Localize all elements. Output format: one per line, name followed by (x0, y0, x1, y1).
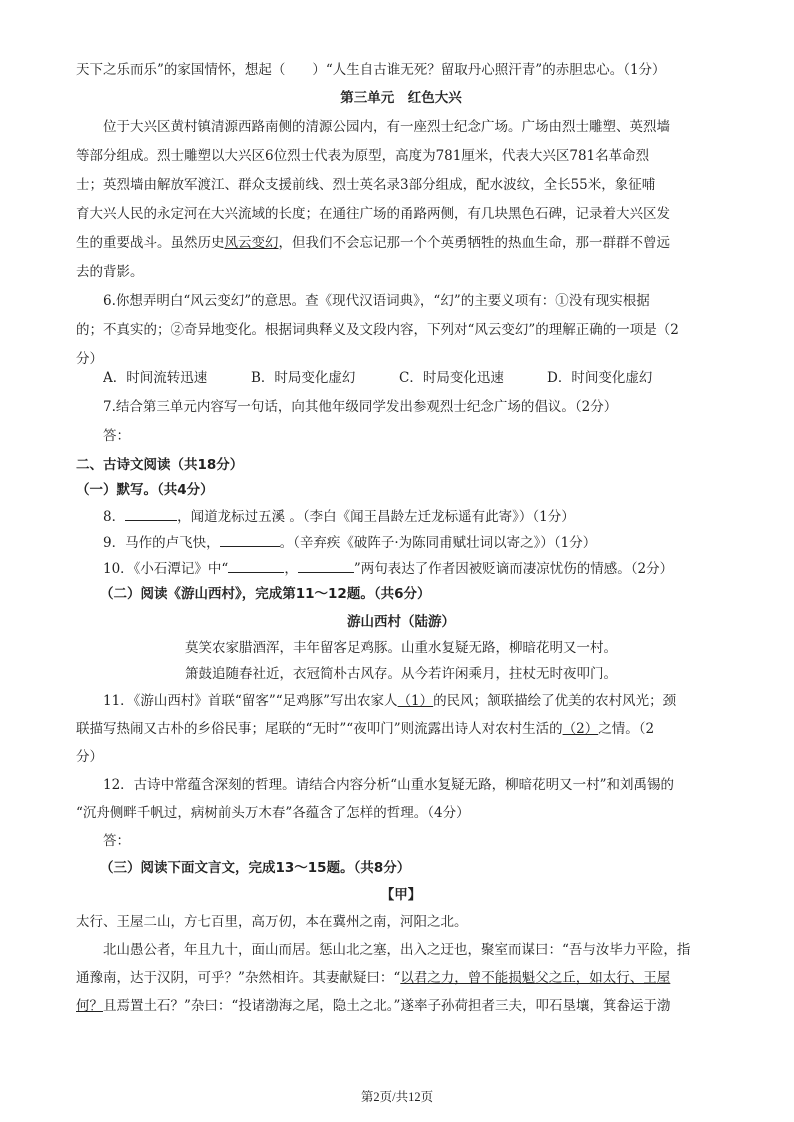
classical-text: 且焉置土石？”杂曰：“投诸渤海之尾，隐土之北。”遂率子孙荷担者三夫，叩石垦壤，箕畚运于渤 (103, 998, 671, 1014)
options-row (103, 368, 726, 388)
poem-line: 箫鼓追随春社近，衣冠简朴古风存。从今若许闲乘月，拄杖无时夜叩门。 (185, 666, 617, 682)
poem-title: 游山西村（陆游） (347, 614, 455, 630)
question-8 (103, 506, 726, 527)
passage-line: 位于大兴区黄村镇清源西路南侧的清源公园内，有一座烈士纪念广场。广场由烈士雕塑、英烈墙 (103, 119, 670, 135)
question-text: ，闻道龙标过五溪 。（李白《闻王昌龄左迁龙标遥有此寄》）（1分） (177, 509, 575, 525)
section-2-heading: 二、古诗文阅读（共18分） (76, 457, 244, 473)
question-text: 的民风；颔联描绘了优美的农村风光；颈 (433, 693, 677, 709)
underlined-sentence: 以君之力，曾不能损魁父之丘，如太行、王屋 (400, 970, 671, 986)
underlined-phrase: 风云变幻 (224, 235, 279, 251)
option-d: D．时间变化虚幻 (547, 370, 653, 386)
option-a: A．时间流转迅速 (103, 370, 208, 386)
classical-line: 太行、王屋二山，方七百里，高万仞，本在冀州之南，河阳之北。 (76, 914, 468, 930)
subsection-1-heading: （一）默写。（共4分） (76, 482, 214, 498)
page-footer: 第2页/共12页 (360, 1090, 434, 1104)
subsection-2-heading: （二）阅读《游山西村》，完成第11～12题。（共6分） (100, 586, 431, 602)
unit3-heading: 第三单元 红色大兴 (340, 90, 462, 106)
question-text: 。（辛弃疾《破阵子·为陈同甫赋壮词以寄之》）（1分） (279, 535, 597, 551)
passage-text: 生的重要战斗。虽然历史 (76, 235, 225, 251)
question-6-cont: 的；不真实的；②奇异地变化。根据词典释义及文段内容，下列对“风云变幻”的理解正确的一项是（2 (76, 322, 679, 338)
fill-blank (298, 558, 354, 573)
classical-line (76, 996, 726, 1016)
passage-line: 育大兴人民的永定河在大兴流域的长度；在通往广场的甬路两侧，有几块黑色石碑，记录着大兴区发 (76, 206, 670, 222)
passage-line: 等部分组成。烈士雕塑以大兴区6位烈士代表为原型，高度为781厘米，代表大兴区781名革命烈 (76, 148, 650, 164)
passage-text: ，但我们不会忘记那一个个英勇牺牲的热血生命，那一群群不曾远 (278, 235, 670, 251)
passage-jia-label: 【甲】 (380, 887, 422, 903)
text-line: 天下之乐而乐”的家国情怀，想起（ ）“人生自古谁无死？留取丹心照汗青”的赤胆忠心。（1分） (76, 62, 666, 78)
fill-blank (125, 506, 177, 521)
answer-label: 答： (103, 833, 130, 849)
question-12-cont: “沉舟侧畔千帆过，病树前头万木春”各蕴含了怎样的哲理。（4分） (76, 805, 470, 821)
underlined-sentence: 何？ (76, 998, 103, 1014)
question-text: 联描写热闹又古朴的乡俗民事；尾联的“无时”“夜叩门”则流露出诗人对农村生活的 (76, 721, 563, 737)
question-text: 9．马作的卢飞快， (103, 535, 220, 551)
fill-blank (220, 532, 280, 547)
classical-line (76, 968, 726, 988)
classical-line: 北山愚公者，年且九十，面山而居。惩山北之塞，出入之迂也，聚室而谋曰：“吾与汝毕力平险，指 (103, 942, 691, 958)
passage-line: 去的背影。 (76, 264, 144, 280)
question-12: 12．古诗中常蕴含深刻的哲理。请结合内容分析“山重水复疑无路，柳暗花明又一村”和刘禹锡的 (103, 777, 674, 793)
question-11-cont (76, 719, 726, 739)
passage-line (76, 233, 726, 253)
question-11 (103, 691, 726, 711)
blank-marker: （2） (562, 721, 599, 737)
question-text: 11．《游山西村》首联“留客”“足鸡豚”写出农家人 (103, 693, 398, 709)
question-text: ”两句表达了作者因被贬谪而凄凉忧伤的情感。（2分） (353, 561, 674, 577)
poem-line: 莫笑农家腊酒浑，丰年留客足鸡豚。山重水复疑无路，柳暗花明又一村。 (185, 640, 617, 656)
question-11-cont: 分） (76, 749, 103, 765)
option-b: B．时局变化虚幻 (251, 370, 356, 386)
answer-label: 答： (103, 428, 130, 444)
question-text: 之情。（2 (598, 721, 655, 737)
question-9 (103, 532, 726, 553)
passage-line: 士；英烈墙由解放军渡江、群众支援前线、烈士英名录3部分组成，配水波纹，全长55米，象征哺 (76, 177, 656, 193)
subsection-3-heading: （三）阅读下面文言文，完成13～15题。（共8分） (100, 860, 411, 876)
question-text: ， (284, 561, 298, 577)
question-10 (103, 558, 726, 579)
fill-blank (228, 558, 284, 573)
option-c: C．时局变化迅速 (399, 370, 504, 386)
question-6-cont: 分） (76, 351, 103, 367)
question-text: 10．《小石潭记》中“ (103, 561, 229, 577)
question-number: 8． (103, 509, 126, 525)
classical-text: 通豫南，达于汉阴，可乎？”杂然相许。其妻献疑曰：“ (76, 970, 401, 986)
blank-marker: （1） (397, 693, 434, 709)
question-6: 6.你想弄明白“风云变幻”的意思。查《现代汉语词典》，“幻”的主要义项有：①没有现实根据 (103, 293, 650, 309)
question-7: 7.结合第三单元内容写一句话，向其他年级同学发出参观烈士纪念广场的倡议。（2分） (103, 399, 618, 415)
